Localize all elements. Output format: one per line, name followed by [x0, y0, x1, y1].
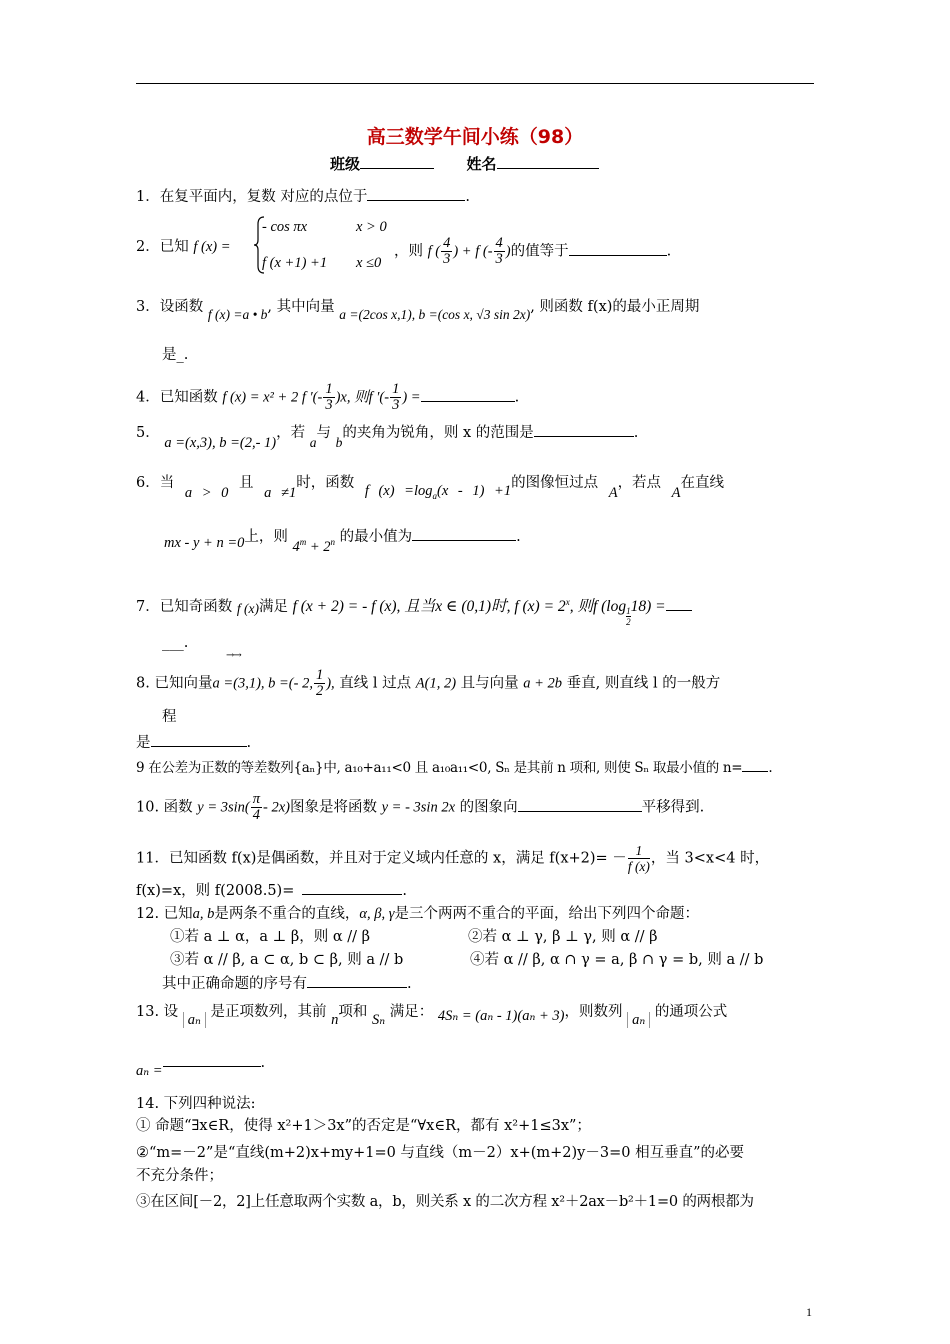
frac-num: π [252, 791, 261, 807]
q3-vectors: a =(2cos x,1), b =(cos x, √3 sin 2x) [339, 307, 531, 322]
point-A: A(1, 2) [415, 675, 457, 692]
frac-num: 1 [628, 843, 650, 859]
frac-num: 1 [325, 381, 333, 397]
q11-tail: ，当 3<x<4 时， [650, 850, 770, 867]
question-9 [136, 757, 772, 778]
q13-mid: 是正项数列，其前 [210, 1004, 327, 1020]
q2-expr-c: ) [505, 243, 511, 260]
q10-mid: 图象是将函数 [290, 799, 377, 816]
q2-case2-expr: f (x +1) +1 [262, 255, 328, 271]
frac-den: 3 [443, 251, 451, 267]
q13-equation: 4Sₙ = (aₙ - 1)(aₙ + 3) [437, 1008, 565, 1024]
q6-tail [340, 529, 521, 545]
q6-log-base: a [432, 490, 437, 501]
q5-tail: 的夹角为锐角，则 x 的范围是 [342, 425, 534, 441]
q6-cond-1: a > 0 [184, 485, 229, 501]
q8-line3: 是 [136, 735, 151, 751]
proposition-1: ①若 a ⊥ α，a ⊥ β，则 α // β [170, 929, 371, 945]
frac-num: 4 [495, 235, 503, 251]
answer-blank [163, 1052, 261, 1067]
q7-condition [292, 597, 666, 628]
q2-function: f (x) = [193, 239, 231, 255]
q6-exp-m: m [299, 537, 307, 547]
q6-p2: 且 [239, 475, 254, 491]
answer-blank [534, 422, 634, 437]
answer-blank [302, 880, 402, 895]
q12-ask-text: 其中正确命题的序号有 [162, 976, 307, 992]
fraction [251, 792, 262, 823]
question-4 [136, 382, 519, 413]
frac-num: 1 [626, 606, 631, 617]
q9-text: 9 在公差为正数的等差数列{aₙ}中, a₁₀+a₁₁<0 且 a₁₀a₁₁<0, Sₙ 是其前 n 项和, 则使 Sₙ 取最小值的 n= [136, 760, 743, 776]
q5-mid: ，若 [276, 425, 306, 441]
q7-line-2: ___. [162, 635, 189, 651]
q8-vec-end: ), [326, 675, 335, 692]
q2-lead: 2．已知 [136, 239, 189, 255]
proposition-3: ③若 α // β, a ⊂ α, b ⊂ β, 则 a // b [170, 952, 404, 968]
point-A: A [608, 485, 618, 501]
vector-b: b [335, 435, 343, 450]
q12-planes: α, β, γ [359, 906, 395, 922]
frac-den: 3 [392, 397, 400, 413]
q7-cond: f (x + 2) = - f (x), 且当x ∈ (0,1)时, f (x) = 2 [292, 598, 566, 616]
q10-function-1a: y = 3sin( [197, 799, 250, 816]
vector-arrows: →→ [226, 650, 241, 661]
q10-function-2: y = - 3sin 2x [381, 799, 456, 816]
fraction [441, 236, 452, 267]
q13-lead: 13. 设 [136, 1004, 179, 1020]
q7-lead: 7．已知奇函数 [136, 599, 233, 616]
q4-lead: 4．已知函数 [136, 389, 218, 406]
q12-lines: a, b [192, 906, 215, 922]
q5-end: . [633, 425, 639, 441]
q6-p3: 时，函数 [296, 475, 355, 491]
page-number: 1 [806, 1305, 812, 1319]
q10-lead: 10. 函数 [136, 799, 193, 816]
question-2 [136, 237, 231, 257]
class-label: 班级 [330, 155, 361, 173]
question-12 [136, 904, 699, 924]
q5-with: 与 [316, 425, 331, 441]
q2-rest [394, 236, 671, 267]
frac-den: 4 [252, 807, 261, 823]
question-11 [136, 843, 769, 874]
q8-tail: 垂直, 则直线 l 的一般方 [566, 675, 721, 692]
q10-end: 平移得到. [641, 799, 705, 816]
q1-text: 1．在复平面内，复数 对应的点位于 [136, 189, 368, 205]
q8-line-3 [136, 732, 251, 753]
q8-vectors: a =(3,1), b =(- 2, [212, 675, 313, 692]
frac-den: 2 [315, 683, 324, 699]
question-3 [136, 297, 700, 322]
page-title: 高三数学午间小练（98） [366, 126, 584, 148]
frac-den: 3 [325, 397, 333, 413]
q5-vectors: a =(x,3), b =(2,- 1) [164, 435, 277, 451]
name-blank [497, 154, 599, 169]
q7-exp-x: x [565, 597, 570, 607]
q2-case-2 [262, 253, 382, 273]
question-6-line-2 [164, 528, 521, 553]
q6-line2c: 的最小值为 [339, 528, 413, 545]
q7-function: f (x) [236, 601, 259, 617]
q3-tail: , 则函数 f(x)的最小正周期 [530, 299, 700, 315]
q2-case-1 [262, 217, 387, 237]
vector-a: a [309, 435, 317, 450]
q2-case1-expr: - cos πx [262, 219, 308, 235]
q13-mid4: ，则数列 [564, 1004, 623, 1020]
answer-blank [367, 186, 465, 201]
q8-vector-sum: a + 2b [523, 675, 563, 692]
sequence-an: aₙ [627, 1012, 650, 1028]
q6-fx2: (x - 1) +1 [437, 483, 512, 499]
q3-line-2: 是_. [162, 347, 189, 363]
q10-function-1b: - 2x) [263, 799, 290, 816]
q12-lead: 12. 已知 [136, 906, 193, 922]
class-blank [360, 154, 434, 169]
frac-den: f (x) [627, 859, 650, 874]
q3-mid: , 其中向量 [267, 299, 335, 315]
q13-line-2 [136, 1052, 266, 1079]
q3-function: f (x) =a • b [207, 307, 268, 322]
q2-end: . [666, 243, 672, 260]
q11-end: . [402, 883, 407, 899]
q6-base4: 4 [292, 538, 300, 555]
q7-tail2: 18) = [630, 598, 666, 616]
answer-blank [421, 387, 515, 402]
proposition-4: ④若 α // β, α ∩ γ = a, β ∩ γ = b, 则 a // b [470, 952, 764, 968]
sequence-an: aₙ [183, 1012, 206, 1028]
fraction [390, 382, 401, 413]
answer-blank [666, 596, 692, 611]
answer-blank [569, 241, 667, 256]
question-8 [136, 668, 720, 699]
q4-mid: )x, 则f ′(- [335, 389, 390, 406]
q8-mid2: 且与向量 [460, 675, 519, 692]
q11-line2: f(x)=x，则 f(2008.5)= [136, 883, 295, 899]
statement-2: ②“m=－2”是“直线(m+2)x+my+1=0 与直线（m－2）x+(m+2)y－3=0 相互垂直”的必要 [136, 1145, 744, 1161]
q6-p4: 的图像恒过点 [511, 475, 599, 491]
q8-line-2: 程 [162, 709, 177, 725]
answer-blank [742, 757, 768, 772]
q3-lead: 3．设函数 [136, 299, 204, 315]
q13-sn: Sₙ [372, 1012, 386, 1028]
q10-tail: 的图象向 [459, 799, 518, 816]
q6-end: . [516, 528, 521, 545]
frac-num: 1 [315, 667, 324, 683]
q13-end: . [260, 1055, 266, 1071]
answer-blank [518, 797, 642, 812]
fraction [323, 382, 334, 413]
frac-num: 1 [392, 381, 400, 397]
point-A: A [671, 485, 681, 501]
q4-function: f (x) = x² + 2 f ′(- [222, 389, 323, 406]
q6-log: f (x) =log [364, 483, 433, 499]
q4-tail: ) = [402, 389, 421, 406]
q8-end: . [246, 735, 252, 751]
q6-expression [292, 539, 335, 555]
header-rule [136, 83, 814, 84]
fraction [628, 843, 650, 874]
q13-an-eq: aₙ = [136, 1063, 163, 1079]
q2-case2-cond: x ≤0 [356, 255, 382, 271]
q6-exp-n: n [330, 537, 336, 547]
q6-line2b: 上，则 [244, 528, 288, 545]
q6-cond-2: a ≠1 [264, 485, 297, 501]
name-label: 姓名 [466, 155, 497, 173]
q6-function [365, 483, 511, 499]
q5-lead: 5． [136, 425, 160, 441]
q1-end: . [465, 189, 470, 205]
statement-3: ③在区间[－2，2]上任意取两个实数 a，b，则关系 x 的二次方程 x²＋2ax－b²＋1=0 的两根都为 [136, 1194, 754, 1210]
answer-blank [412, 526, 516, 541]
fraction [314, 668, 325, 699]
q13-mid2: 项和 [338, 1004, 368, 1020]
question-1 [136, 186, 470, 207]
q2-expr-b: ) + f (- [453, 243, 493, 260]
statement-1: ① 命题“∃x∈R，使得 x²+1＞3x”的否定是“∀x∈R，都有 x²+1≤3x”； [136, 1118, 591, 1134]
student-info [330, 153, 599, 174]
q12-mid: 是两条不重合的直线， [214, 906, 360, 922]
question-14: 14. 下列四种说法: [136, 1096, 256, 1112]
answer-blank [151, 732, 247, 747]
q6-p1: 6．当 [136, 475, 175, 491]
fraction [494, 236, 505, 267]
frac-num: 4 [443, 235, 451, 251]
answer-blank [307, 973, 407, 988]
q2-expr-a: f ( [427, 243, 441, 260]
question-6 [136, 473, 725, 501]
q11-line-2 [136, 880, 407, 901]
q8-mid: 直线 l 过点 [339, 675, 412, 692]
frac-den: 3 [495, 251, 503, 267]
q6-line: mx - y + n =0 [164, 534, 245, 551]
q2-mid: ，则 [394, 243, 423, 260]
q9-end: . [768, 760, 773, 776]
q2-case1-cond: x > 0 [356, 219, 387, 235]
question-5 [136, 422, 639, 451]
q4-end: . [514, 389, 520, 406]
q6-p6: 在直线 [680, 475, 725, 491]
q13-tail: 的通项公式 [654, 1004, 728, 1020]
q12-end: . [407, 976, 412, 992]
question-10 [136, 792, 704, 823]
q11-lead: 11．已知函数 f(x)是偶函数，并且对于定义域内任意的 x，满足 f(x+2)= － [136, 850, 627, 867]
q7-mid: 满足 [258, 599, 288, 616]
question-13 [136, 1002, 728, 1028]
question-7 [136, 592, 692, 627]
q8-lead: 8. 已知向量 [136, 675, 213, 692]
q12-ask [162, 973, 412, 994]
frac-den: 2 [626, 617, 631, 628]
q13-mid3: 满足： [389, 1004, 434, 1020]
q13-n: n [331, 1012, 339, 1028]
q12-tail: 是三个两两不重合的平面，给出下列四个命题： [394, 906, 699, 922]
statement-2-cont: 不充分条件； [136, 1168, 223, 1184]
q6-p5: ，若点 [617, 475, 662, 491]
q7-tail: , 则f (log [569, 598, 627, 616]
q6-plus: + 2 [306, 538, 331, 555]
q2-tail: 的值等于 [510, 243, 569, 260]
proposition-2: ②若 α ⊥ γ, β ⊥ γ, 则 α // β [468, 929, 658, 945]
